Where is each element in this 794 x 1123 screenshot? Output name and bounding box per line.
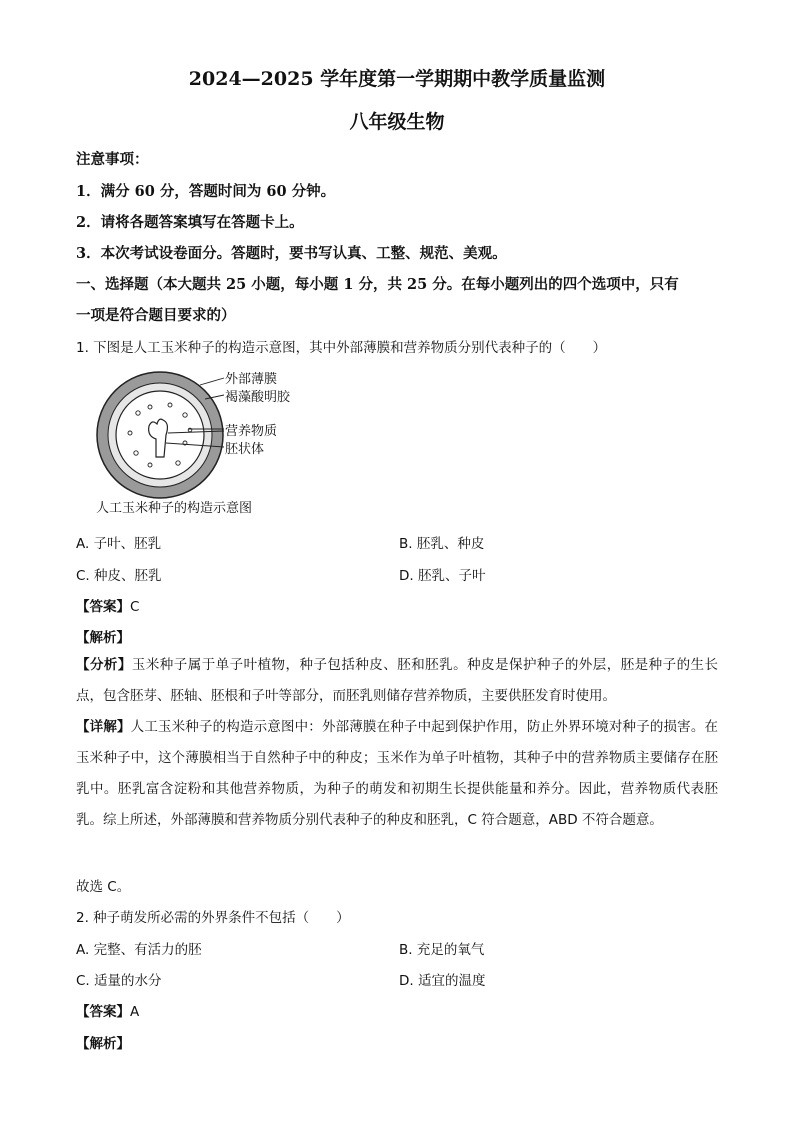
q2-option-a[interactable]: A. 完整、有活力的胚	[76, 942, 202, 958]
notice-item: 1．满分 60 分，答题时间为 60 分钟。	[76, 183, 336, 200]
xiangjie-text: 人工玉米种子的构造示意图中：外部薄膜在种子中起到保护作用，防止外界环境对种子的损害。在玉米种子中，这个薄膜相当于自然种子中的种皮；玉米作为单子叶植物，其种子中的营养物质主要储存在胚乳中。胚乳富含淀粉和其他营养物质，为种子的萌发和初期生长提供能量和养分。因此，营养物质代表胚乳。综上所述，外部薄膜和营养物质分别代表种子的种皮和胚乳，C 符合题意，ABD 不符合题意。	[76, 719, 719, 828]
q1-option-b[interactable]: B. 胚乳、种皮	[399, 536, 485, 552]
label-gel: 褐藻酸明胶	[225, 390, 291, 405]
notice-item: 3．本次考试设卷面分。答题时，要书写认真、工整、规范、美观。	[76, 245, 507, 262]
q1-fenxi	[76, 650, 718, 712]
answer-tag: 【答案】	[76, 1004, 130, 1020]
q2-answer	[76, 1000, 726, 1020]
q2-option-c[interactable]: C. 适量的水分	[76, 973, 162, 989]
xiangjie-tag: 【详解】	[76, 719, 131, 735]
section-heading-line2: 一项是符合题目要求的）	[76, 307, 236, 324]
q1-analysis-tag: 【解析】	[76, 630, 130, 646]
q2-analysis-tag: 【解析】	[76, 1036, 130, 1052]
exam-title: 2024—2025 学年度第一学期期中教学质量监测	[188, 68, 606, 90]
notice-heading: 注意事项：	[76, 151, 149, 168]
question-1-stem: 1. 下图是人工玉米种子的构造示意图，其中外部薄膜和营养物质分别代表种子的（ ）	[76, 340, 607, 356]
q2-option-b[interactable]: B. 充足的氧气	[399, 942, 485, 958]
label-embryoid: 胚状体	[225, 442, 265, 457]
label-nutrient: 营养物质	[225, 424, 278, 439]
q1-option-d[interactable]: D. 胚乳、子叶	[399, 568, 486, 584]
figure-caption: 人工玉米种子的构造示意图	[96, 501, 253, 516]
label-outer-film: 外部薄膜	[225, 372, 278, 387]
answer-tag: 【答案】	[76, 599, 130, 615]
q1-conclusion: 故选 C。	[76, 879, 131, 895]
seed-diagram	[90, 365, 320, 515]
fenxi-tag: 【分析】	[76, 657, 132, 673]
q1-xiangjie	[76, 712, 718, 836]
section-heading-line1: 一、选择题（本大题共 25 小题，每小题 1 分，共 25 分。在每小题列出的四个选项中，只有	[76, 276, 679, 293]
q1-answer	[76, 595, 726, 615]
fenxi-text: 玉米种子属于单子叶植物，种子包括种皮、胚和胚乳。种皮是保护种子的外层，胚是种子的生长点，包含胚芽、胚轴、胚根和子叶等部分，而胚乳则储存营养物质，主要供胚发育时使用。	[76, 657, 719, 704]
notice-item: 2．请将各题答案填写在答题卡上。	[76, 214, 304, 231]
answer-value: A	[130, 1004, 140, 1020]
answer-value: C	[130, 599, 140, 615]
exam-subtitle: 八年级生物	[349, 111, 445, 133]
q1-option-a[interactable]: A. 子叶、胚乳	[76, 536, 162, 552]
q2-option-d[interactable]: D. 适宜的温度	[399, 973, 486, 989]
question-2-stem: 2. 种子萌发所必需的外界条件不包括（ ）	[76, 910, 350, 926]
q1-option-c[interactable]: C. 种皮、胚乳	[76, 568, 162, 584]
